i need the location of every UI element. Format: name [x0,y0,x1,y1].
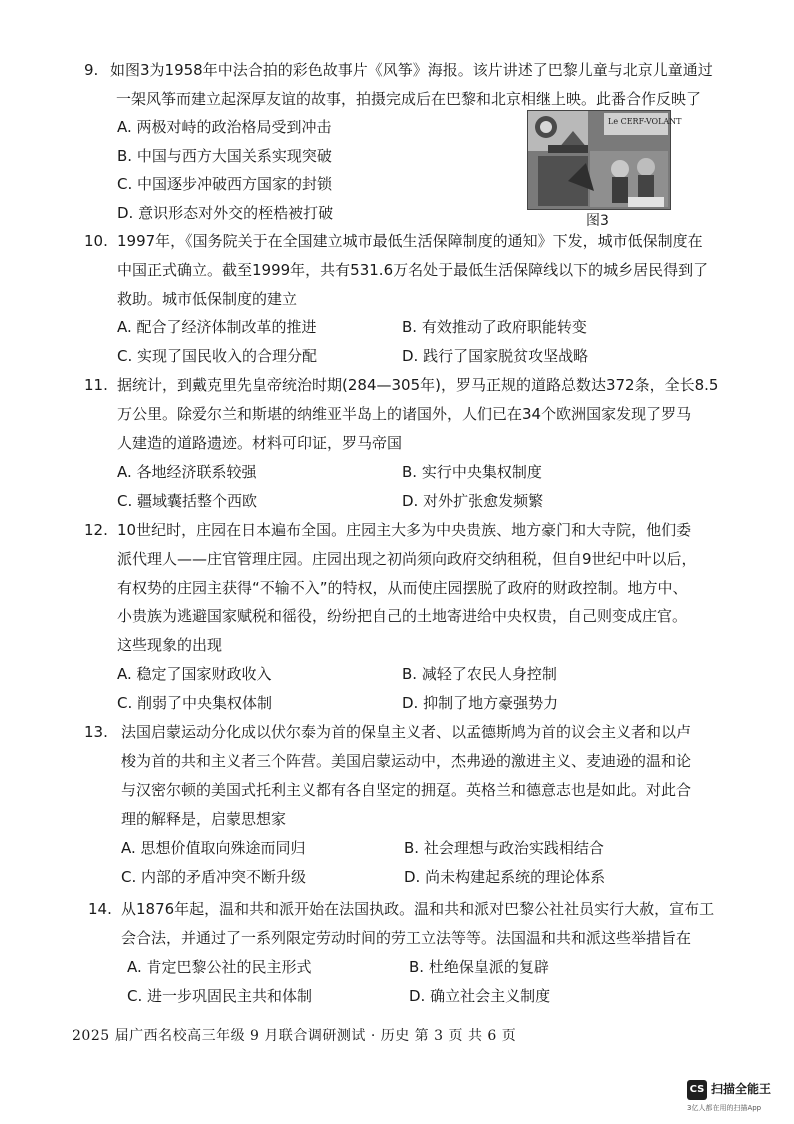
question-9-option-a: A. 两极对峙的政治格局受到冲击 [117,118,332,136]
question-10-number: 10. [84,232,108,250]
question-12-option-a: A. 稳定了国家财政收入 [117,665,272,683]
question-9-stem-line: 如图3为1958年中法合拍的彩色故事片《风筝》海报。该片讲述了巴黎儿童与北京儿童通过 [110,61,713,79]
watermark-title: 扫描全能王 [711,1082,772,1096]
scanner-watermark [687,1079,787,1119]
question-12-stem-line: 有权势的庄园主获得“不输不入”的特权，从而使庄园摆脱了政府的财政控制。地方中、 [117,579,688,597]
question-13-stem-line: 与汉密尔顿的美国式托利主义都有各自坚定的拥趸。英格兰和德意志也是如此。对此合 [121,781,692,799]
question-13-stem-line: 梭为首的共和主义者三个阵营。美国启蒙运动中，杰弗逊的激进主义、麦迪逊的温和论 [121,752,692,770]
poster-title-text: Le CERF-VOLANT [608,117,682,126]
question-11-option-c: C. 疆域囊括整个西欧 [117,492,258,510]
question-10-stem-line: 救助。城市低保制度的建立 [117,290,298,308]
watermark-subtitle: 3亿人都在用的扫描App [687,1104,762,1112]
question-12-stem-line: 10世纪时，庄园在日本遍布全国。庄园主大多为中央贵族、地方豪门和大寺院，他们委 [117,521,692,539]
question-11-stem-line: 万公里。除爱尔兰和斯堪的纳维亚半岛上的诸国外，人们已在34个欧洲国家发现了罗马 [117,405,692,423]
question-12-number: 12. [84,521,108,539]
question-10-stem-line: 中国正式确立。截至1999年，共有531.6万名处于最低生活保障线以下的城乡居民得到了 [117,261,709,279]
question-12-stem-line: 小贵族为逃避国家赋税和徭役，纷纷把自己的土地寄进给中央权贵，自己则变成庄官。 [117,607,688,625]
question-13-option-d: D. 尚未构建起系统的理论体系 [404,868,606,886]
question-10-option-d: D. 践行了国家脱贫攻坚战略 [402,347,589,365]
question-12-option-b: B. 减轻了农民人身控制 [402,665,557,683]
question-14-option-c: C. 进一步巩固民主共和体制 [127,987,313,1005]
question-9-option-d: D. 意识形态对外交的桎梏被打破 [117,204,334,222]
question-13-option-b: B. 社会理想与政治实践相结合 [404,839,604,857]
question-11-option-a: A. 各地经济联系较强 [117,463,257,481]
question-14-option-d: D. 确立社会主义制度 [409,987,551,1005]
question-11-number: 11. [84,376,108,394]
question-10-option-a: A. 配合了经济体制改革的推进 [117,318,317,336]
question-10-option-b: B. 有效推动了政府职能转变 [402,318,587,336]
question-14-option-b: B. 杜绝保皇派的复辟 [409,958,549,976]
question-9-number: 9. [84,61,99,79]
figure-caption: 图3 [586,213,609,229]
question-12-option-d: D. 抑制了地方豪强势力 [402,694,559,712]
question-11-option-b: B. 实行中央集权制度 [402,463,542,481]
question-11-option-d: D. 对外扩张愈发频繁 [402,492,544,510]
question-13-option-a: A. 思想价值取向殊途而同归 [121,839,306,857]
question-10-stem-line: 1997年，《国务院关于在全国建立城市最低生活保障制度的通知》下发，城市低保制度在 [117,232,703,250]
question-9-stem-line: 一架风筝而建立起深厚友谊的故事，拍摄完成后在巴黎和北京相继上映。此番合作反映了 [116,90,702,108]
question-14-option-a: A. 肯定巴黎公社的民主形式 [127,958,312,976]
question-13-number: 13. [84,723,108,741]
question-14-stem-line: 从1876年起，温和共和派开始在法国执政。温和共和派对巴黎公社社员实行大赦，宣布工 [121,900,715,918]
question-13-stem-line: 理的解释是，启蒙思想家 [121,810,287,828]
question-9-option-c: C. 中国逐步冲破西方国家的封锁 [117,175,333,193]
question-11-stem-line: 人建造的道路遗迹。材料可印证，罗马帝国 [117,434,403,452]
question-12-option-c: C. 削弱了中央集权体制 [117,694,273,712]
camscanner-logo-icon: CS [687,1080,707,1100]
question-13-stem-line: 法国启蒙运动分化成以伏尔泰为首的保皇主义者、以孟德斯鸠为首的议会主义者和以卢 [121,723,692,741]
kite-film-poster-image [527,110,682,210]
question-10-option-c: C. 实现了国民收入的合理分配 [117,347,318,365]
question-11-stem-line: 据统计，到戴克里先皇帝统治时期(284—305年)，罗马正规的道路总数达372条，全长8.5 [117,376,719,394]
question-12-stem-line: 派代理人——庄官管理庄园。庄园出现之初尚须向政府交纳租税，但自9世纪中叶以后， [117,550,697,568]
question-9-option-b: B. 中国与西方大国关系实现突破 [117,147,332,165]
question-13-option-c: C. 内部的矛盾冲突不断升级 [121,868,307,886]
question-14-number: 14. [88,900,112,918]
question-14-stem-line: 会合法，并通过了一系列限定劳动时间的劳工立法等等。法国温和共和派这些举措旨在 [121,929,692,947]
page-footer: 2025 届广西名校高三年级 9 月联合调研测试 · 历史 第 3 页 共 6 页 [72,1028,517,1044]
question-12-stem-line: 这些现象的出现 [117,636,223,654]
